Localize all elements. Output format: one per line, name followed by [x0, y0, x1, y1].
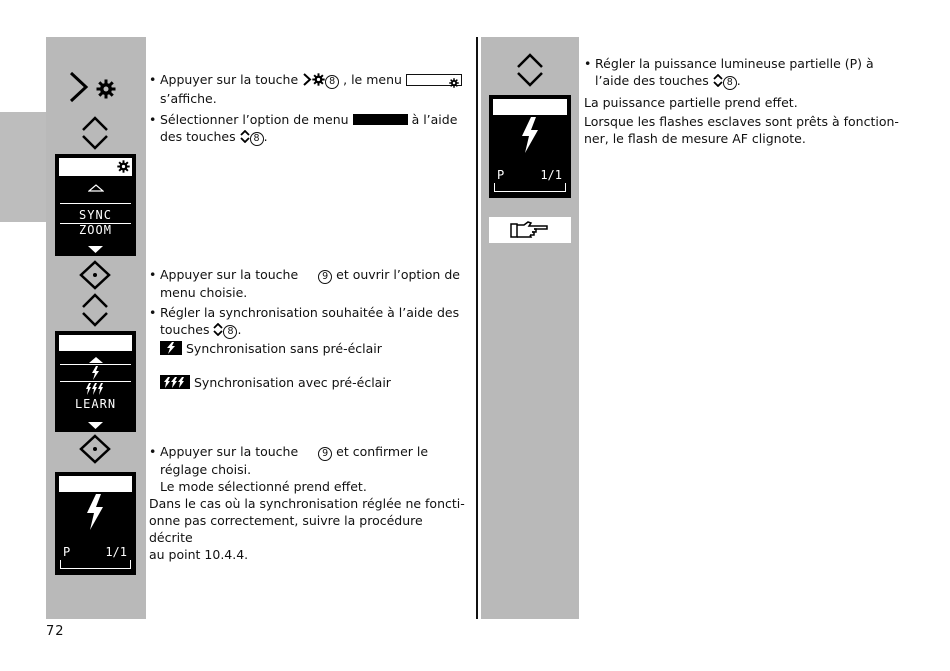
pointing-hand-icon [510, 221, 550, 243]
key-number-badge: 9 [318, 270, 332, 284]
flash-multi-badge-icon [160, 375, 190, 389]
menu-item-sync: SYNC [79, 208, 112, 222]
up-down-chevron-icon [80, 292, 110, 328]
key-number-badge: 8 [223, 325, 237, 339]
list-item: • Appuyer sur la touche 9 et confirmer le réglage choisi. Le mode sélectionné prend effet. [149, 444, 429, 494]
chapter-tab-marker [0, 112, 46, 222]
flash-icon [520, 117, 540, 156]
ratio-label: 1/1 [105, 545, 127, 559]
ratio-label: 1/1 [540, 168, 562, 182]
gear-icon [117, 160, 130, 176]
up-down-chevron-icon [515, 52, 545, 88]
list-item: • Appuyer sur la touche 9 et ouvrir l’option de menu choisie. [149, 267, 460, 300]
paragraph-line: onne pas correctement, suivre la procédure décrite [149, 513, 423, 545]
note-box [489, 217, 571, 243]
up-down-chevron-icon [80, 115, 110, 151]
chevron-right-icon [68, 70, 90, 104]
menu-item-learn: LEARN [74, 397, 117, 411]
up-down-chevron-icon [213, 323, 223, 340]
lcd-partial-power-screen [489, 95, 571, 198]
left-text-block-2 [149, 266, 469, 391]
up-down-chevron-icon [713, 74, 723, 91]
key-number-badge: 8 [723, 76, 737, 90]
menu-box-icon [406, 74, 462, 86]
paragraph-line: Lorsque les flashes esclaves sont prêts à fonction- [584, 114, 899, 129]
flash-badge-icon [160, 341, 182, 355]
lcd-sync-screen [55, 331, 136, 432]
triangle-down-icon [87, 243, 104, 257]
list-item: • Appuyer sur la touche 8 , le menu s’affiche. [149, 71, 469, 107]
sync-option-with-preflash: Synchronisation avec pré-éclair [149, 374, 469, 391]
key-number-badge: 9 [318, 447, 332, 461]
gear-icon [312, 73, 325, 90]
lcd-menu-screen [55, 154, 136, 256]
menu-option-redacted-bar [353, 114, 408, 125]
mode-label: P [63, 545, 71, 559]
gear-icon [96, 79, 116, 99]
select-key-icon [78, 260, 112, 290]
paragraph-line: au point 10.4.4. [149, 547, 249, 562]
triangle-up-outline-icon [88, 181, 104, 195]
select-key-icon [78, 434, 112, 464]
paragraph-line: ner, le flash de mesure AF clignote. [584, 131, 806, 146]
lcd-result-screen [55, 472, 136, 575]
list-item: • Régler la puissance lumineuse partielle (P) à l’aide des touches 8 . [584, 55, 914, 91]
flash-icon [91, 366, 100, 383]
up-down-chevron-icon [240, 130, 250, 147]
paragraph-line: La puissance partielle prend effet. [584, 95, 798, 110]
list-item: • Régler la synchronisation souhaitée à l’aide des touches 8 . [149, 304, 469, 340]
paragraph-line: Dans le cas où la synchronisation réglée ne foncti- [149, 496, 465, 511]
sync-option-without-preflash: Synchronisation sans pré-éclair [149, 340, 469, 357]
key-number-badge: 8 [250, 132, 264, 146]
key-number-badge: 8 [325, 75, 339, 89]
page-number: 72 [46, 624, 65, 639]
list-item: • Sélectionner l’option de menu à l’aide des touches 8 . [149, 111, 469, 147]
mode-label: P [497, 168, 505, 182]
flash-multi-icon [85, 383, 106, 398]
chevron-right-icon [302, 73, 312, 90]
triangle-down-icon [87, 419, 104, 433]
menu-item-zoom: ZOOM [79, 223, 112, 237]
column-divider [476, 37, 478, 619]
flash-icon [85, 494, 105, 533]
left-text-block-1 [149, 71, 469, 147]
left-text-block-3 [149, 443, 469, 563]
right-text-block [584, 55, 914, 147]
